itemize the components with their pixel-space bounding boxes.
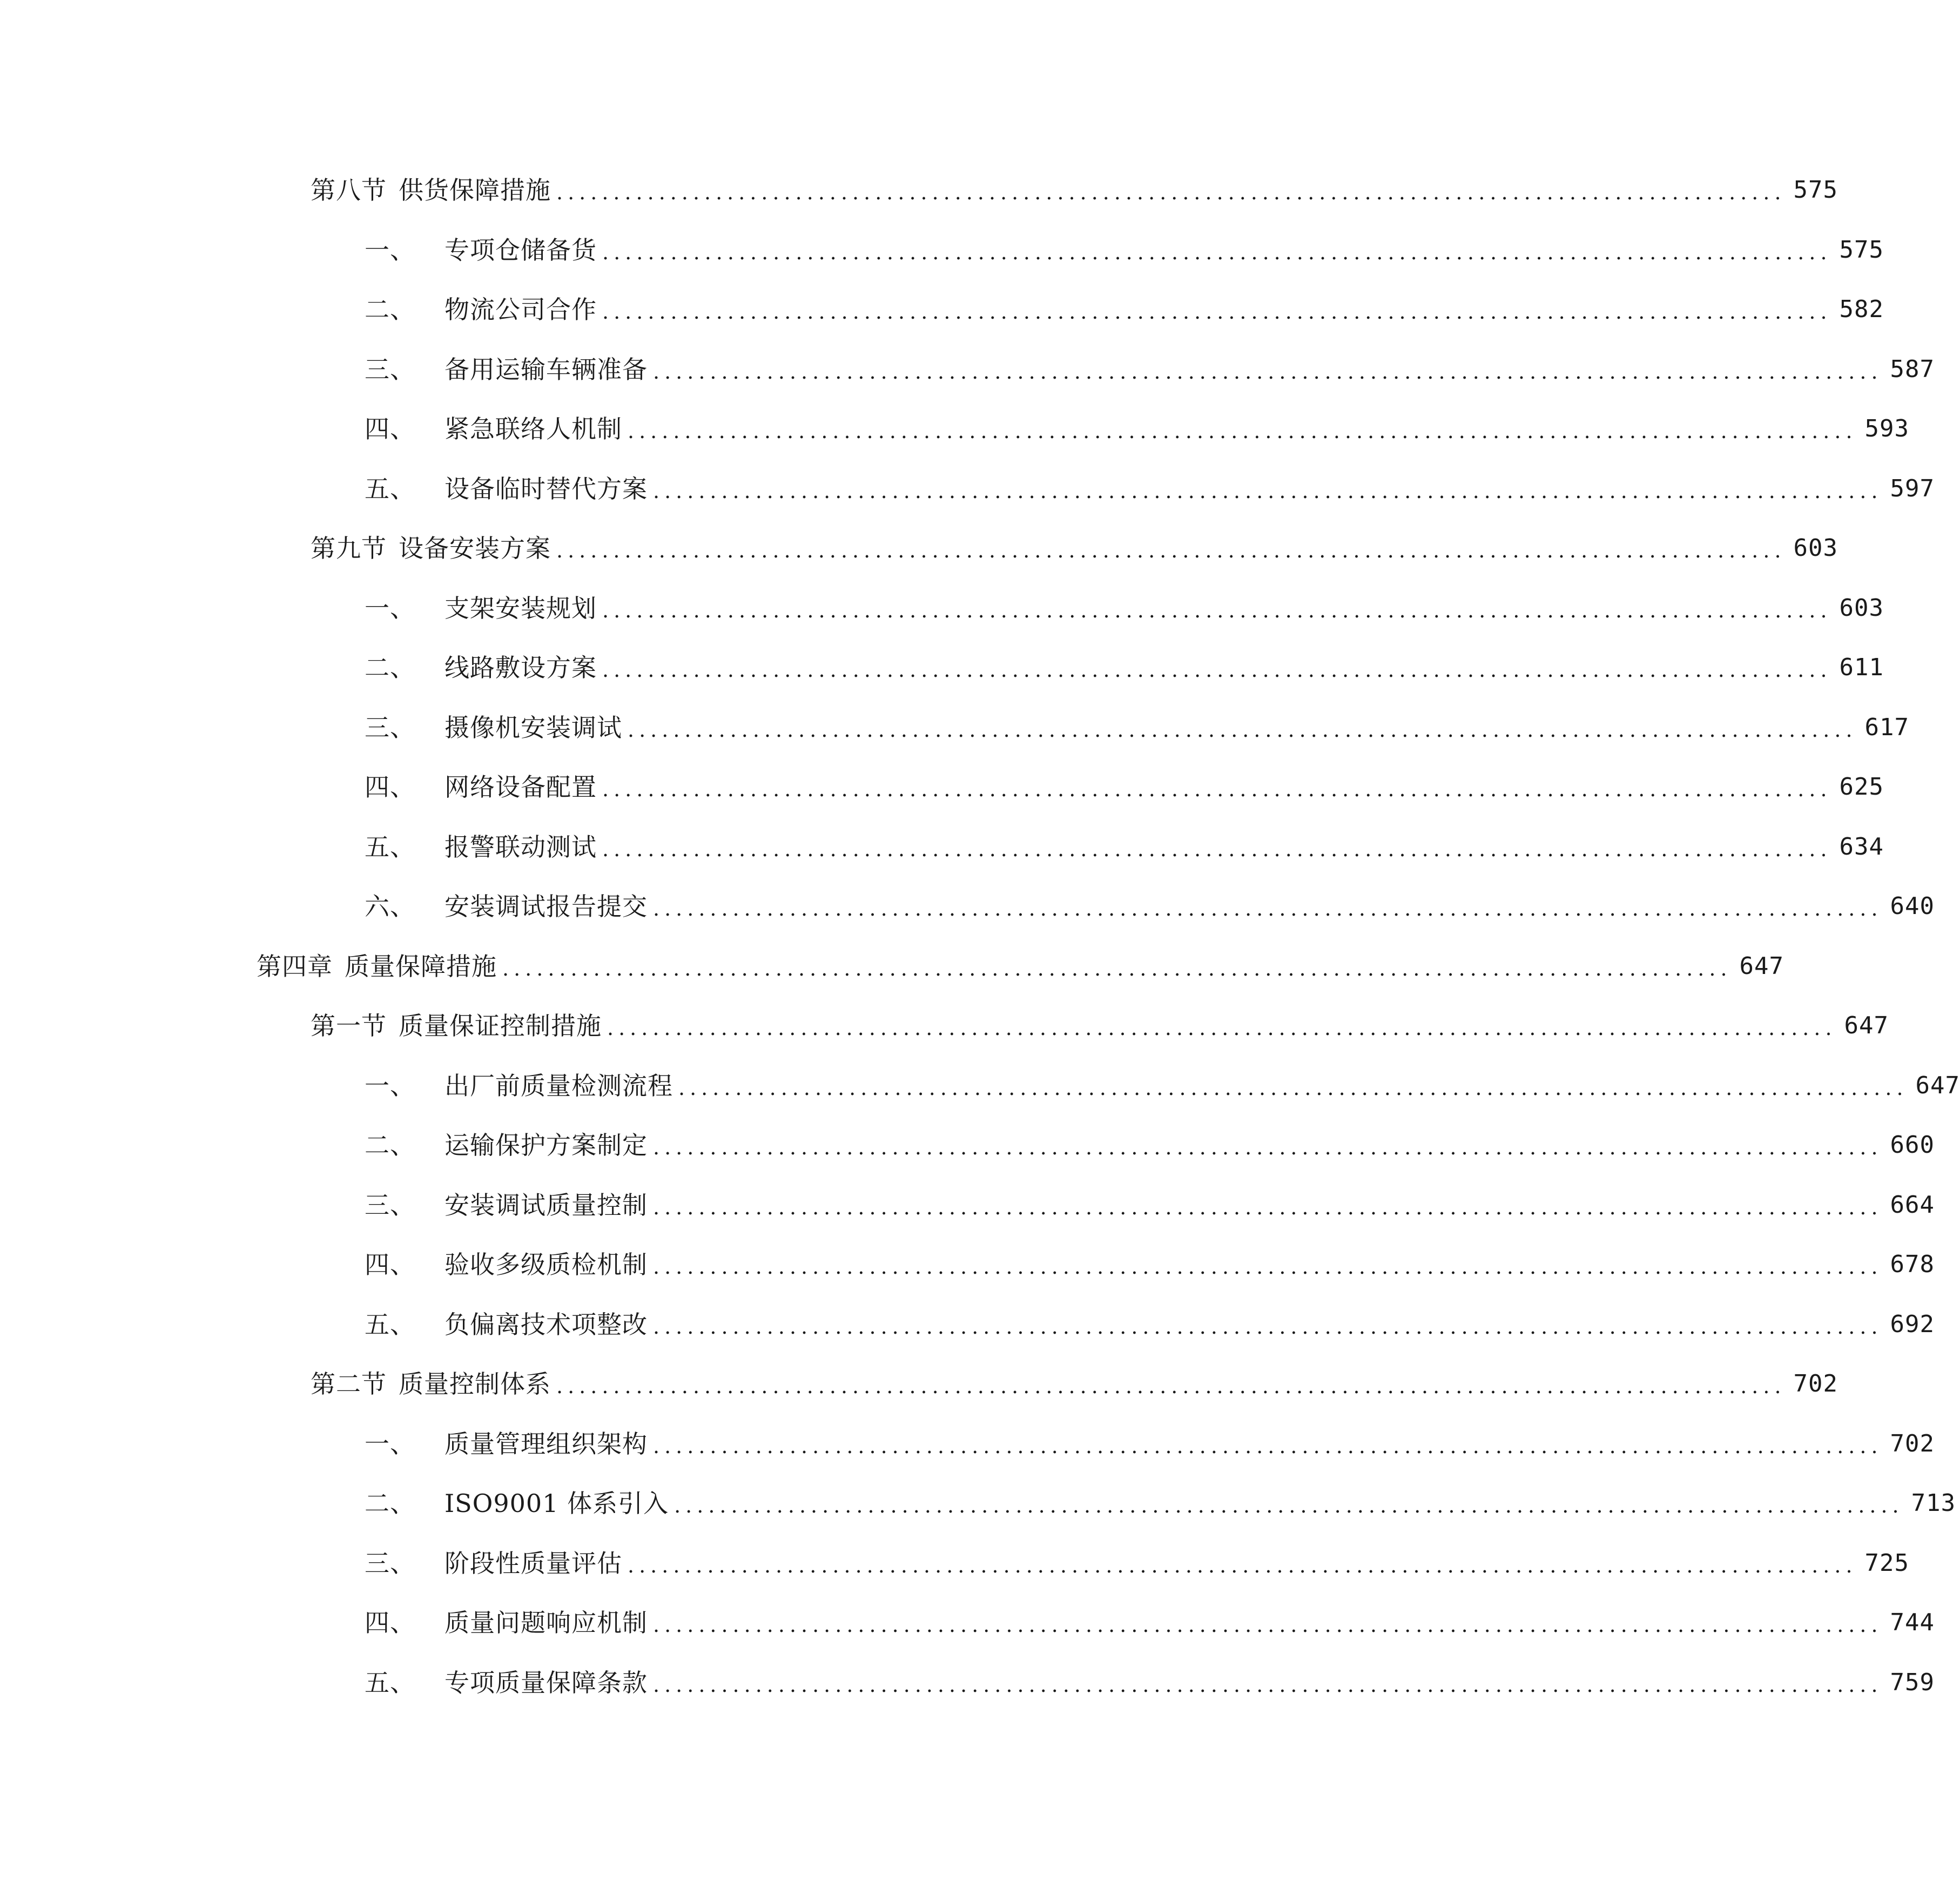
toc-entry-title xyxy=(311,1362,551,1406)
dot-leader: ............................................................................................................ xyxy=(602,599,1832,622)
toc-entry-page-number: 593 xyxy=(1864,415,1910,442)
toc-entry[interactable] xyxy=(365,1184,1935,1227)
toc-entry-title xyxy=(257,945,497,988)
toc-entry-number: 五、 xyxy=(365,1310,415,1339)
dot-leader: ............................................................................................................ xyxy=(602,240,1832,264)
toc-entry-text: 负偏离技术项整改 xyxy=(444,1310,648,1339)
toc-entry-title xyxy=(365,288,597,331)
toc-entry-text: 专项仓储备货 xyxy=(444,236,597,265)
toc-entry-text: 阶段性质量评估 xyxy=(444,1549,622,1578)
toc-entry-text: 紧急联络人机制 xyxy=(444,414,622,443)
toc-entry-text: 网络设备配置 xyxy=(444,772,597,802)
toc-entry-title xyxy=(365,587,597,630)
toc-entry-text: 安装调试报告提交 xyxy=(444,892,648,921)
toc-entry[interactable] xyxy=(365,1422,1935,1466)
toc-entry-title xyxy=(365,1243,648,1286)
toc-entry-page-number: 678 xyxy=(1890,1251,1935,1278)
toc-entry-title xyxy=(365,765,597,809)
toc-entry-number: 三、 xyxy=(365,355,415,384)
toc-entry-page-number: 692 xyxy=(1890,1311,1935,1338)
toc-entry-text: 物流公司合作 xyxy=(444,295,597,324)
toc-entry-text: 质量问题响应机制 xyxy=(444,1608,648,1637)
dot-leader: ............................................................................................................ xyxy=(602,837,1832,861)
toc-entry-text: 质量控制体系 xyxy=(399,1369,551,1399)
toc-entry-title xyxy=(365,1661,648,1704)
toc-entry-page-number: 575 xyxy=(1839,236,1884,264)
toc-entry-page-number: 603 xyxy=(1793,534,1838,562)
toc-entry-title xyxy=(365,348,648,391)
toc-entry-number: 一、 xyxy=(365,236,415,265)
toc-entry-number: 四、 xyxy=(365,414,415,443)
toc-entry-title xyxy=(365,1303,648,1346)
dot-leader: ............................................................................................................ xyxy=(602,300,1832,324)
dot-leader: ............................................................................................................ xyxy=(556,539,1786,562)
toc-entry[interactable] xyxy=(365,885,1935,928)
toc-entry-page-number: 702 xyxy=(1890,1430,1935,1457)
toc-entry-page-number: 597 xyxy=(1890,475,1935,502)
toc-entry-text: 质量保障措施 xyxy=(345,952,497,981)
toc-entry-number: 第一节 xyxy=(311,1011,387,1040)
toc-entry-title xyxy=(365,1064,673,1107)
toc-entry-title xyxy=(311,1004,602,1047)
toc-entry-number: 三、 xyxy=(365,1191,415,1220)
toc-entry-number: 四、 xyxy=(365,1608,415,1637)
toc-entry[interactable] xyxy=(365,1661,1935,1704)
toc-entry[interactable] xyxy=(365,348,1935,391)
toc-entry-number: 四、 xyxy=(365,1250,415,1279)
dot-leader: ............................................................................................................ xyxy=(653,479,1883,503)
toc-entry-number: 五、 xyxy=(365,1668,415,1697)
toc-entry-number: 五、 xyxy=(365,832,415,862)
toc-entry-page-number: 759 xyxy=(1890,1669,1935,1696)
toc-entry-title xyxy=(365,1184,648,1227)
toc-entry-text: 专项质量保障条款 xyxy=(444,1668,648,1697)
dot-leader: ............................................................................................................ xyxy=(653,360,1883,384)
toc-entry-title xyxy=(365,1601,648,1644)
dot-leader: ............................................................................................................ xyxy=(602,658,1832,682)
toc-entry-title xyxy=(365,1124,648,1167)
toc-entry-title xyxy=(365,706,622,749)
toc-entry[interactable] xyxy=(365,825,1884,869)
dot-leader: ............................................................................................................ xyxy=(602,777,1832,801)
toc-entry-title xyxy=(365,825,597,869)
toc-entry-number: 二、 xyxy=(365,1131,415,1160)
toc-entry-number: 四、 xyxy=(365,772,415,802)
toc-entry-text: 设备安装方案 xyxy=(399,534,551,563)
toc-entry-page-number: 582 xyxy=(1839,295,1884,323)
toc-entry-text: 线路敷设方案 xyxy=(444,653,597,682)
toc-entry-number: 第二节 xyxy=(311,1369,387,1399)
toc-entry[interactable] xyxy=(365,288,1884,331)
dot-leader: ............................................................................................................ xyxy=(628,419,1857,443)
dot-leader: ............................................................................................................ xyxy=(653,1613,1883,1637)
toc-entry-page-number: 587 xyxy=(1890,355,1935,383)
toc-entry-page-number: 647 xyxy=(1739,952,1784,980)
toc-entry-page-number: 725 xyxy=(1864,1549,1910,1577)
toc-entry[interactable] xyxy=(365,407,1910,451)
toc-entry-number: 二、 xyxy=(365,1489,415,1518)
toc-entry[interactable] xyxy=(257,945,1784,988)
toc-entry-text: 安装调试质量控制 xyxy=(444,1191,648,1220)
toc-entry[interactable] xyxy=(365,765,1884,809)
toc-entry-page-number: 603 xyxy=(1839,594,1884,622)
toc-entry-text: 摄像机安装调试 xyxy=(444,713,622,742)
toc-entry-title xyxy=(365,646,597,689)
toc-entry-title xyxy=(311,169,551,212)
toc-entry[interactable] xyxy=(365,1542,1910,1585)
dot-leader: ............................................................................................................ xyxy=(556,180,1786,204)
toc-entry-page-number: 713 xyxy=(1911,1489,1956,1517)
toc-entry[interactable] xyxy=(365,1482,1956,1525)
dot-leader: ............................................................................................................ xyxy=(653,1315,1883,1339)
toc-entry-number: 第八节 xyxy=(311,176,387,205)
toc-entry[interactable] xyxy=(365,1243,1935,1286)
toc-entry[interactable] xyxy=(365,467,1935,510)
toc-entry-text: 验收多级质检机制 xyxy=(444,1250,648,1279)
toc-entry[interactable] xyxy=(365,229,1884,272)
toc-entry-page-number: 702 xyxy=(1793,1370,1838,1397)
toc-entry-page-number: 647 xyxy=(1844,1012,1889,1039)
toc-entry-text: 支架安装规划 xyxy=(444,594,597,623)
toc-entry-number: 六、 xyxy=(365,892,415,921)
toc-entry-text: 报警联动测试 xyxy=(444,832,597,862)
toc-entry-text: ISO9001 体系引入 xyxy=(444,1489,669,1518)
toc-entry[interactable] xyxy=(365,1124,1935,1167)
toc-entry-page-number: 575 xyxy=(1793,176,1838,204)
toc-entry[interactable] xyxy=(365,1303,1935,1346)
toc-entry-text: 备用运输车辆准备 xyxy=(444,355,648,384)
dot-leader: ............................................................................................................ xyxy=(674,1494,1904,1517)
toc-entry-number: 三、 xyxy=(365,713,415,742)
toc-entry[interactable] xyxy=(365,1064,1960,1107)
toc-entry-number: 一、 xyxy=(365,1071,415,1100)
toc-entry-page-number: 640 xyxy=(1890,892,1935,920)
toc-entry-number: 一、 xyxy=(365,1429,415,1459)
toc-entry-title xyxy=(365,1422,648,1466)
dot-leader: ............................................................................................................ xyxy=(653,1135,1883,1159)
toc-entry-page-number: 617 xyxy=(1864,714,1910,741)
toc-entry-text: 运输保护方案制定 xyxy=(444,1131,648,1160)
toc-entry-page-number: 611 xyxy=(1839,654,1884,681)
toc-entry[interactable] xyxy=(311,527,1838,570)
toc-entry-page-number: 664 xyxy=(1890,1191,1935,1219)
toc-entry-page-number: 634 xyxy=(1839,833,1884,861)
toc-entry-number: 一、 xyxy=(365,594,415,623)
toc-entry-title xyxy=(365,229,597,272)
toc-entry-text: 质量管理组织架构 xyxy=(444,1429,648,1459)
toc-entry-title xyxy=(365,885,648,928)
dot-leader: ............................................................................................................ xyxy=(628,1554,1857,1577)
dot-leader: ............................................................................................................ xyxy=(653,897,1883,920)
dot-leader: ............................................................................................................ xyxy=(653,1673,1883,1697)
dot-leader: ............................................................................................................ xyxy=(653,1195,1883,1219)
dot-leader: ............................................................................................................ xyxy=(502,957,1732,980)
dot-leader: ............................................................................................................ xyxy=(653,1255,1883,1279)
dot-leader: ............................................................................................................ xyxy=(678,1076,1908,1100)
toc-entry[interactable] xyxy=(311,1362,1838,1406)
toc-entry[interactable] xyxy=(311,1004,1889,1047)
toc-entry-text: 出厂前质量检测流程 xyxy=(444,1071,673,1100)
toc-entry-number: 第九节 xyxy=(311,534,387,563)
toc-entry-title xyxy=(311,527,551,570)
toc-entry-page-number: 625 xyxy=(1839,773,1884,801)
toc-entry-title xyxy=(365,407,622,451)
toc-entry-text: 质量保证控制措施 xyxy=(399,1011,602,1040)
dot-leader: ............................................................................................................ xyxy=(607,1016,1837,1040)
toc-entry-title xyxy=(365,1482,669,1525)
toc-entry-number: 第四章 xyxy=(257,952,333,981)
dot-leader: ............................................................................................................ xyxy=(556,1374,1786,1398)
toc-entry-title xyxy=(365,1542,622,1585)
toc-entry-number: 二、 xyxy=(365,295,415,324)
toc-entry-page-number: 647 xyxy=(1915,1072,1960,1099)
toc-entry-number: 三、 xyxy=(365,1549,415,1578)
dot-leader: ............................................................................................................ xyxy=(653,1434,1883,1458)
toc-entry[interactable] xyxy=(365,706,1910,749)
toc-entry-page-number: 744 xyxy=(1890,1609,1935,1636)
dot-leader: ............................................................................................................ xyxy=(628,718,1857,742)
toc-entry-number: 二、 xyxy=(365,653,415,682)
toc-entry-text: 设备临时替代方案 xyxy=(444,474,648,503)
toc-entry-number: 五、 xyxy=(365,474,415,503)
toc-entry[interactable] xyxy=(365,1601,1935,1644)
toc-entry[interactable] xyxy=(311,169,1838,212)
toc-entry-text: 供货保障措施 xyxy=(399,176,551,205)
toc-entry[interactable] xyxy=(365,587,1884,630)
toc-entry-page-number: 660 xyxy=(1890,1131,1935,1159)
toc-entry-title xyxy=(365,467,648,510)
toc-entry[interactable] xyxy=(365,646,1884,689)
